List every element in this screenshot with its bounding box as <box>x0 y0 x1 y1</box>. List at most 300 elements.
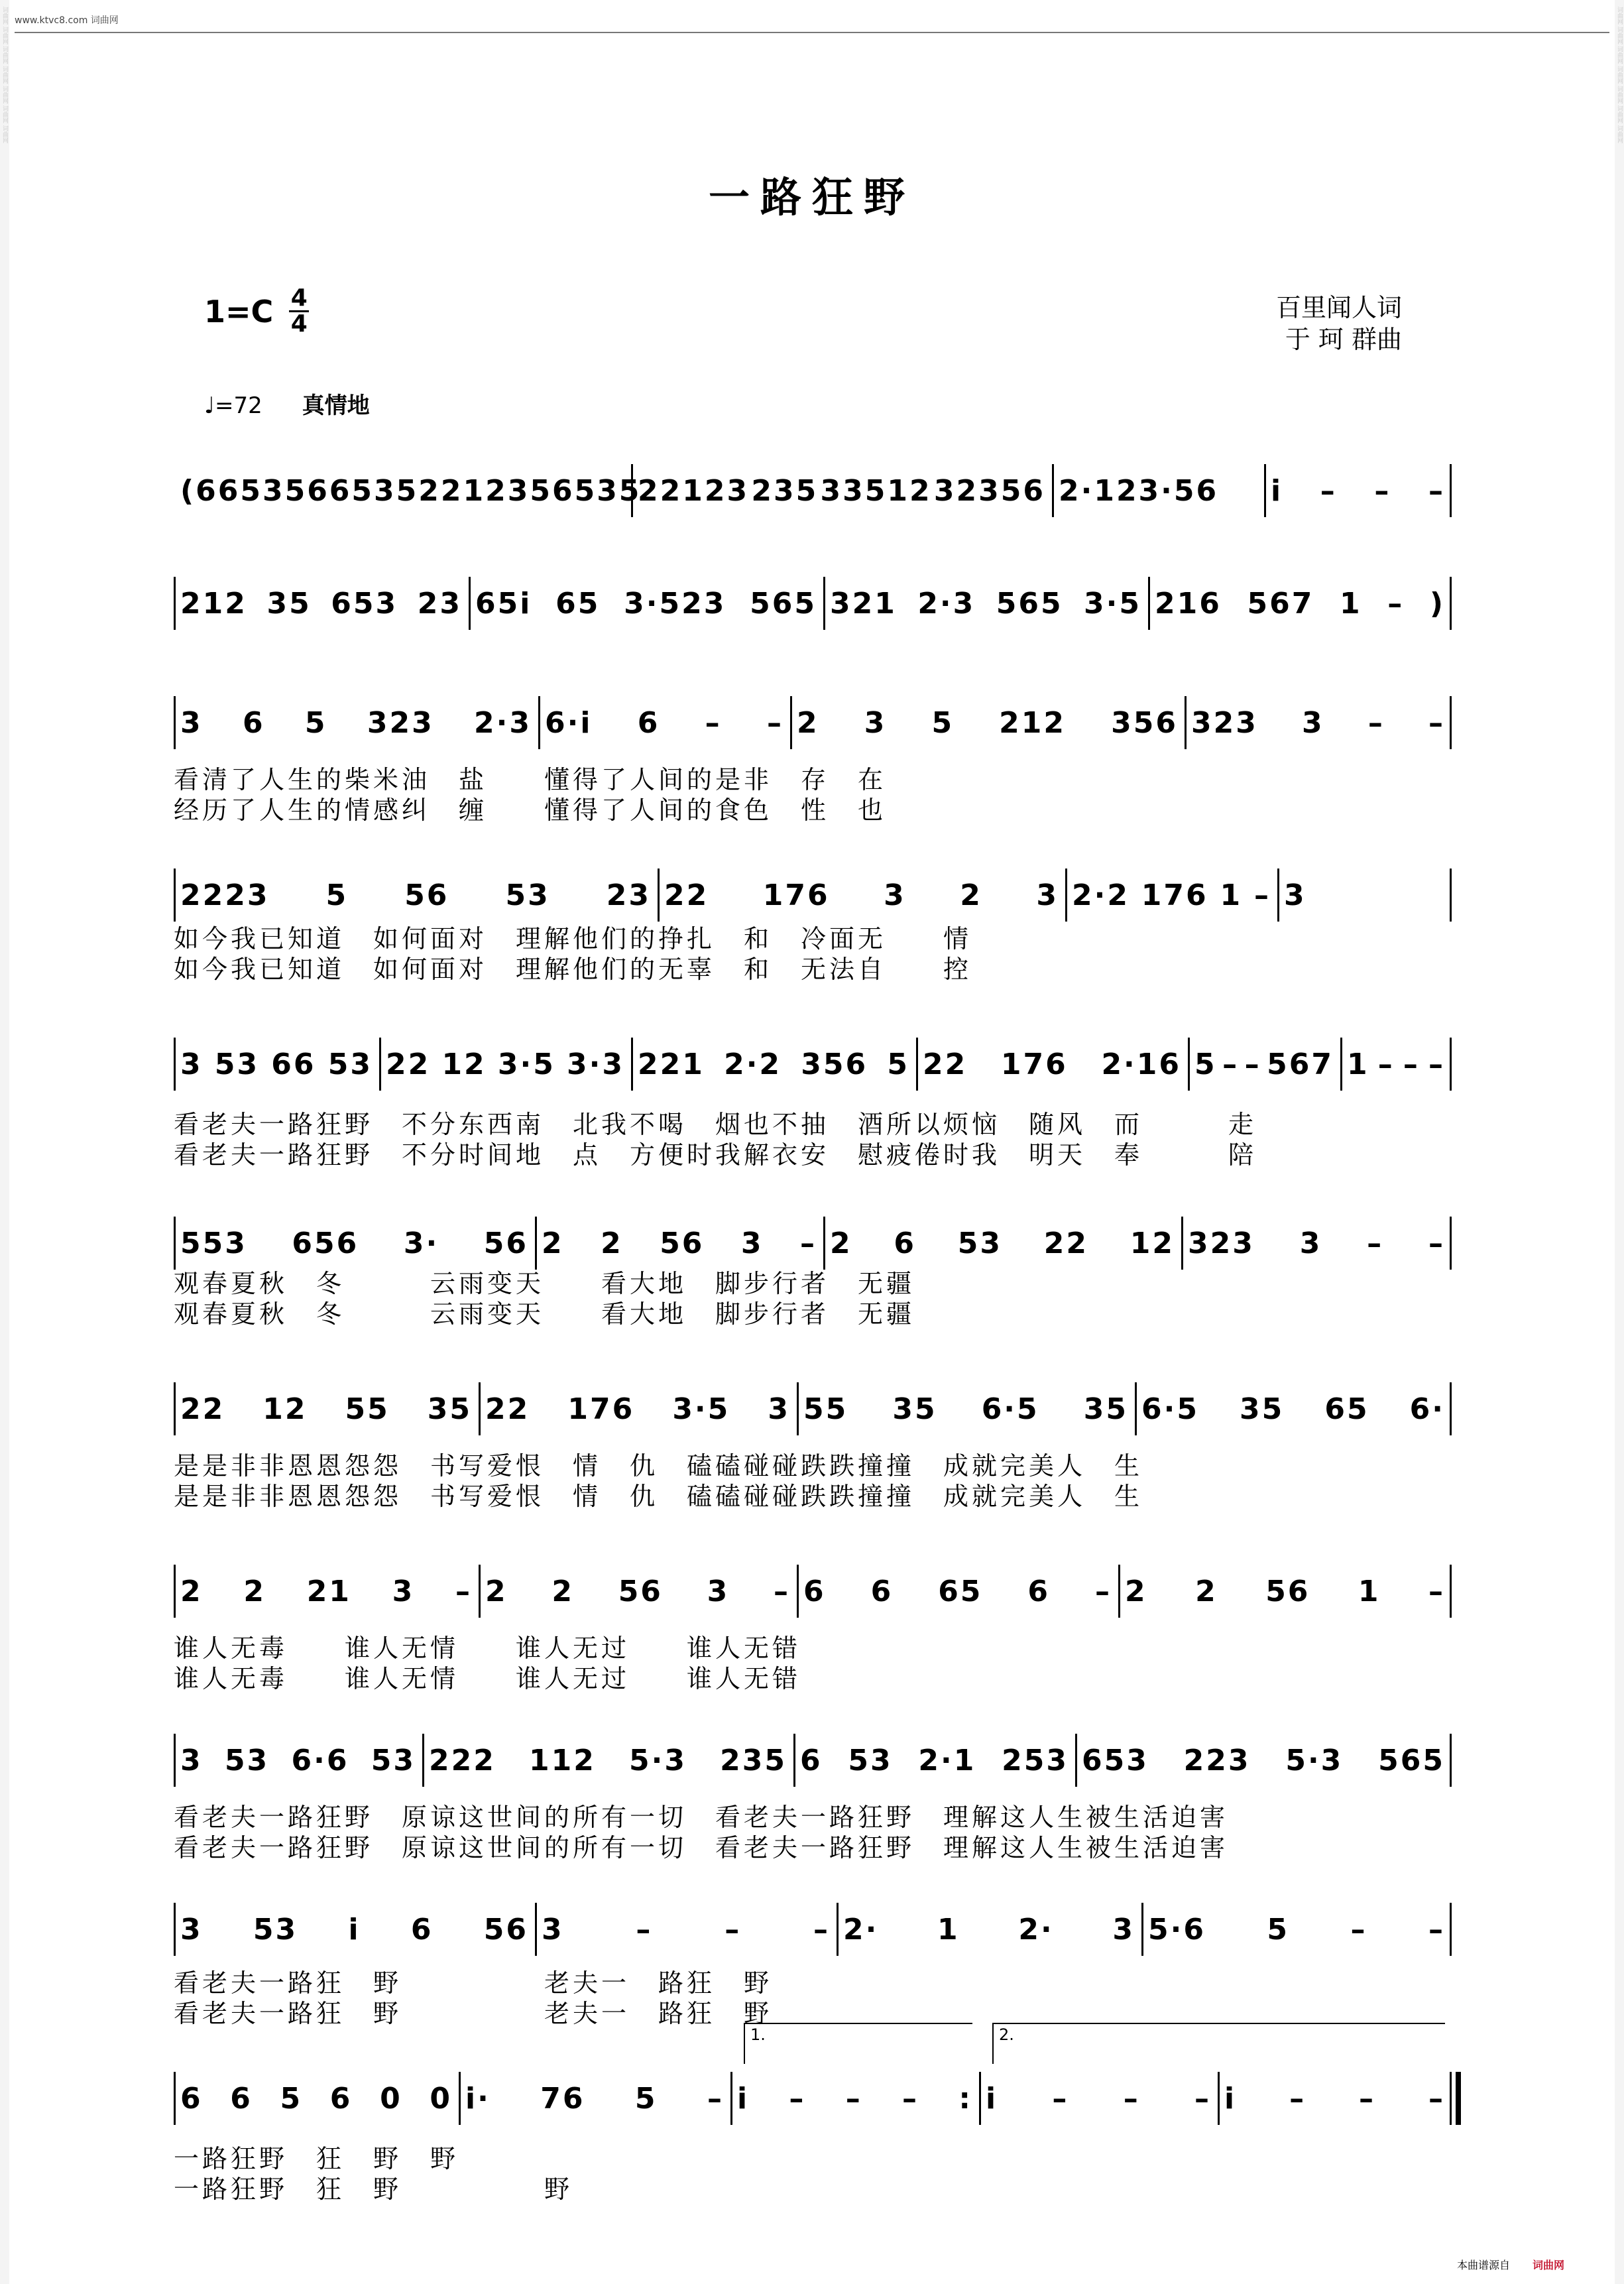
lyric-line: 看老夫一路狂野 不分东西南 北我不喝 烟也不抽 酒所以烦恼 随风 而 走 <box>174 1110 1257 1139</box>
note-group: – <box>1350 1912 1367 1947</box>
note-group: 5·3 <box>629 1743 687 1777</box>
barline <box>174 869 176 922</box>
note-group: 6·i <box>545 705 593 740</box>
lyric-line: 如今我已知道 如何面对 理解他们的无辜 和 无法自 控 <box>174 955 972 984</box>
note-group: 55 <box>345 1392 390 1426</box>
barline <box>535 1217 537 1270</box>
lyric-line: 是是非非恩恩怨怨 书写爱恨 情 仇 磕磕碰碰跌跌撞撞 成就完美人 生 <box>174 1482 1143 1511</box>
note-group: 2 <box>830 1226 852 1260</box>
measure <box>979 2072 1218 2125</box>
note-group: 1 <box>1358 1574 1381 1608</box>
note-group: 176 <box>567 1392 635 1426</box>
barline <box>1450 1565 1452 1618</box>
note-group: 2 <box>797 705 819 740</box>
barline <box>1450 1903 1452 1956</box>
note-group: 553 <box>180 1226 247 1260</box>
note-group: 56 <box>660 1226 705 1260</box>
note-group: 5 <box>304 705 327 740</box>
note-group: 2 <box>601 1226 623 1260</box>
footer-brand[interactable]: 词曲网 <box>1532 2259 1564 2271</box>
note-group: 3 <box>768 1392 790 1426</box>
note-group: – <box>1377 1047 1395 1081</box>
barline <box>1450 2072 1461 2125</box>
measure <box>535 1903 837 1956</box>
note-group: 2 <box>551 1574 574 1608</box>
note-group: 6 <box>803 1574 826 1608</box>
measure <box>174 869 658 922</box>
note-group: 5·3 <box>1285 1743 1344 1777</box>
note-group: 653 <box>1082 1743 1149 1777</box>
note-group: – <box>1320 473 1337 508</box>
lyric-line: 观春夏秋 冬 云雨变天 看大地 脚步行者 无疆 <box>174 1299 915 1329</box>
barline <box>823 577 825 630</box>
note-group: 23 <box>606 878 651 912</box>
notation-row <box>174 1734 1452 1787</box>
note-group: 3·5 <box>497 1047 555 1081</box>
note-group: 565 <box>1378 1743 1445 1777</box>
note-group: 35 <box>1240 1392 1285 1426</box>
barline <box>837 1903 839 1956</box>
note-group: 6 <box>870 1574 894 1608</box>
barline <box>1450 869 1452 922</box>
note-group: 212 <box>999 705 1067 740</box>
measure <box>1185 696 1452 749</box>
note-group: 6 <box>410 1912 434 1947</box>
note-group: 567 <box>1247 586 1314 621</box>
note-group: 565 <box>750 586 817 621</box>
note-group: 23 <box>417 586 462 621</box>
footer <box>1457 2257 1564 2272</box>
note-group: 3 <box>180 705 203 740</box>
note-group: 323 <box>1188 1226 1255 1260</box>
note-group: 56 <box>1265 1574 1310 1608</box>
measure <box>793 1734 1075 1787</box>
note-group: – <box>725 1912 742 1947</box>
barline <box>1264 464 1266 517</box>
note-group: 3 <box>180 1047 203 1081</box>
notation-row <box>174 577 1452 630</box>
note-group: 3 <box>884 878 906 912</box>
measure <box>837 1903 1141 1956</box>
note-group: 235 <box>720 1743 787 1777</box>
measure <box>1218 2072 1452 2125</box>
note-group: 216 <box>1155 586 1222 621</box>
note-group: – <box>1094 1574 1112 1608</box>
note-group: 6·5 <box>1141 1392 1199 1426</box>
measure <box>730 2072 979 2125</box>
note-group: 66535 <box>307 473 419 508</box>
measure <box>174 1217 535 1270</box>
lyric-line: 看老夫一路狂野 不分时间地 点 方便时我解衣安 慰疲倦时我 明天 奉 陪 <box>174 1140 1257 1170</box>
note-group: – <box>707 2081 724 2116</box>
measure <box>1135 1382 1452 1435</box>
measure <box>1340 1038 1452 1091</box>
measure <box>797 1565 1118 1618</box>
note-group: 6 <box>230 2081 253 2116</box>
credits <box>1276 292 1402 355</box>
note-group: 5 <box>280 2081 303 2116</box>
note-group: 3·5 <box>1084 586 1141 621</box>
note-group: 56535 <box>530 473 642 508</box>
barline <box>174 1734 176 1787</box>
note-group: – <box>705 705 722 740</box>
note-group: (66535 <box>180 473 308 508</box>
note-group: 2· <box>1018 1912 1054 1947</box>
note-group: i· <box>465 2081 491 2116</box>
note-group: 323 <box>367 705 434 740</box>
barline <box>1340 1038 1342 1091</box>
lyric-line: 如今我已知道 如何面对 理解他们的挣扎 和 冷面无 情 <box>174 924 972 953</box>
barline <box>1450 1382 1452 1435</box>
note-group: 22 <box>664 878 709 912</box>
lyric-line: 一路狂野 狂 野 野 <box>174 2144 459 2173</box>
measure <box>469 577 823 630</box>
lyric-line: 是是非非恩恩怨怨 书写爱恨 情 仇 磕磕碰碰跌跌撞撞 成就完美人 生 <box>174 1451 1143 1480</box>
note-group: 3 <box>1284 878 1306 912</box>
note-group: 3 <box>1299 1226 1322 1260</box>
tempo-mark: ♩=72 <box>204 392 262 419</box>
measure <box>797 1382 1135 1435</box>
time-top: 4 <box>290 284 308 312</box>
note-group: 567 <box>1267 1047 1334 1081</box>
note-group: – <box>1387 586 1405 621</box>
measure <box>174 696 538 749</box>
barline <box>469 577 471 630</box>
note-group: i <box>1271 473 1283 508</box>
barline <box>1450 464 1452 517</box>
measure <box>1118 1565 1452 1618</box>
note-group: – <box>799 1226 817 1260</box>
measure <box>174 464 642 517</box>
note-group: 53 <box>957 1226 1002 1260</box>
measure <box>174 1038 379 1091</box>
note-group: 3 <box>1302 705 1324 740</box>
note-group: 6 <box>637 705 660 740</box>
note-group: 3 <box>180 1912 203 1947</box>
note-group: 6 <box>242 705 265 740</box>
barline <box>1185 696 1187 749</box>
note-group: 65 <box>555 586 601 621</box>
song-title: 一路狂野 <box>708 173 915 221</box>
volta-bracket: 2. <box>992 2023 1445 2064</box>
barline <box>1450 696 1452 749</box>
measure <box>1065 869 1277 922</box>
lyric-line: 看老夫一路狂 野 老夫一 路狂 野 <box>174 1968 773 1998</box>
note-group: 53 <box>371 1743 416 1777</box>
measure <box>479 1565 797 1618</box>
barline <box>1188 1038 1190 1091</box>
barline <box>1218 2072 1220 2125</box>
note-group: 5 <box>325 878 349 912</box>
note-group: – <box>1428 473 1445 508</box>
barline <box>797 1382 799 1435</box>
note-group: 5 <box>931 705 955 740</box>
note-group: 2 <box>485 1574 508 1608</box>
left-watermark-strip: 词曲网 词曲网 词曲网 词曲网 词曲网 词曲网 词曲网 <box>0 0 9 2284</box>
note-group: 176 <box>1000 1047 1068 1081</box>
note-group: 253 <box>1002 1743 1069 1777</box>
note-group: 35 <box>892 1392 937 1426</box>
note-group: 2·16 <box>1101 1047 1181 1081</box>
footer-source: 本曲谱源自 <box>1456 2259 1510 2271</box>
barline <box>1450 1217 1452 1270</box>
note-group: 53 <box>224 1743 270 1777</box>
key-signature <box>204 286 309 336</box>
lyric-line: 观春夏秋 冬 云雨变天 看大地 脚步行者 无疆 <box>174 1269 915 1298</box>
note-group: 22 <box>1043 1226 1088 1260</box>
barline <box>1277 869 1279 922</box>
note-group: 5 <box>1194 1047 1217 1081</box>
barline <box>658 869 660 922</box>
barline <box>1075 1734 1077 1787</box>
note-group: 65i <box>475 586 532 621</box>
measure <box>459 2072 730 2125</box>
time-signature <box>289 286 309 336</box>
note-group: 66 <box>271 1047 316 1081</box>
key-label: 1=C <box>204 293 274 330</box>
barline <box>631 1038 633 1091</box>
note-group: – <box>902 2081 919 2116</box>
measure <box>823 577 1148 630</box>
note-group: 35 <box>427 1392 472 1426</box>
note-group: 2· <box>843 1912 879 1947</box>
notation-row <box>174 1217 1452 1270</box>
measure <box>916 1038 1188 1091</box>
measure <box>1052 464 1264 517</box>
note-group: 56 <box>618 1574 663 1608</box>
barline <box>1065 869 1067 922</box>
lyric-line: 看老夫一路狂 野 老夫一 路狂 野 <box>174 1999 773 2028</box>
notation-row <box>174 869 1452 922</box>
barline <box>174 577 176 630</box>
notation-row <box>174 2025 1452 2125</box>
measure <box>174 577 469 630</box>
barline <box>174 2072 176 2125</box>
note-group: 33512 <box>820 473 932 508</box>
note-group: 2223 <box>180 878 270 912</box>
note-group: 65 <box>938 1574 983 1608</box>
note-group: – <box>1289 2081 1306 2116</box>
barline <box>1450 1734 1452 1787</box>
barline <box>979 2072 981 2125</box>
barline <box>1135 1382 1137 1435</box>
note-group: 3·3 <box>567 1047 624 1081</box>
note-group: ) <box>1429 586 1445 621</box>
lyric-line: 看清了人生的柴米油 盐 懂得了人间的是非 存 在 <box>174 765 887 794</box>
note-group: – <box>1194 2081 1211 2116</box>
notation-row <box>174 696 1452 749</box>
volta-bracket: 1. <box>744 2023 972 2064</box>
note-group: 53 <box>214 1047 260 1081</box>
note-group: 76 <box>540 2081 585 2116</box>
measure <box>379 1038 631 1091</box>
barline <box>1052 464 1054 517</box>
note-group: 3 <box>740 1226 764 1260</box>
note-group: – <box>813 1912 830 1947</box>
note-group: i <box>1224 2081 1237 2116</box>
note-group: 55 <box>803 1392 848 1426</box>
barline <box>422 1734 424 1787</box>
note-group: 212 <box>180 586 247 621</box>
note-group: – <box>1123 2081 1140 2116</box>
note-group: : <box>958 2081 972 2116</box>
note-group: 22123 <box>638 473 750 508</box>
note-group: – <box>1359 2081 1376 2116</box>
note-group: 2·2 <box>724 1047 782 1081</box>
composer: 于 珂 群曲 <box>1285 325 1402 354</box>
note-group: 3·523 <box>624 586 726 621</box>
barline <box>1450 1038 1452 1091</box>
barline <box>1181 1217 1183 1270</box>
measure <box>422 1734 793 1787</box>
note-group: – <box>789 2081 806 2116</box>
notation-row <box>174 464 1452 517</box>
barline <box>916 1038 918 1091</box>
header-rule <box>15 32 1609 33</box>
barline <box>174 696 176 749</box>
note-group: – <box>1374 473 1391 508</box>
right-watermark-strip: 词曲网 词曲网 词曲网 词曲网 词曲网 词曲网 词曲网 <box>1615 0 1624 2284</box>
note-group: 53 <box>505 878 550 912</box>
note-group: – <box>845 2081 862 2116</box>
note-group: 22 <box>386 1047 431 1081</box>
note-group: – <box>1428 1226 1445 1260</box>
barline <box>1450 577 1452 630</box>
measure <box>1148 577 1452 630</box>
notation-row <box>174 1382 1452 1435</box>
expression-mark: 真情地 <box>302 392 370 419</box>
note-group: 12 <box>262 1392 308 1426</box>
note-group: 0 <box>380 2081 402 2116</box>
note-group: 1 <box>1339 586 1362 621</box>
note-group: – <box>1367 705 1385 740</box>
note-group: – <box>1222 1047 1240 1081</box>
measure <box>174 1565 479 1618</box>
time-bottom: 4 <box>290 310 308 337</box>
barline <box>535 1903 537 1956</box>
measure <box>1277 869 1452 922</box>
notation-row <box>174 1038 1452 1091</box>
measure <box>1188 1038 1340 1091</box>
note-group: 2 <box>180 1574 203 1608</box>
note-group: 35 <box>266 586 312 621</box>
barline <box>174 1565 176 1618</box>
note-group: – <box>636 1912 653 1947</box>
note-group: – <box>1244 1047 1261 1081</box>
note-group: 5 <box>634 2081 658 2116</box>
note-group: 5 <box>1267 1912 1290 1947</box>
note-group: 6·6 <box>291 1743 349 1777</box>
note-group: 176 <box>762 878 830 912</box>
barline <box>790 696 792 749</box>
note-group: 3 <box>1112 1912 1135 1947</box>
note-group: 0 <box>430 2081 452 2116</box>
note-group: 3 <box>707 1574 730 1608</box>
note-group: 21 <box>306 1574 351 1608</box>
note-group: 6·5 <box>981 1392 1039 1426</box>
note-group: 222 <box>429 1743 496 1777</box>
note-group: 235 <box>751 473 819 508</box>
barline <box>459 2072 461 2125</box>
barline <box>174 1903 176 1956</box>
tempo <box>204 387 370 420</box>
note-group: 3 <box>542 1912 564 1947</box>
note-group: 65 <box>1324 1392 1369 1426</box>
lyric-line: 一路狂野 狂 野 野 <box>174 2175 573 2204</box>
barline <box>174 1038 176 1091</box>
note-group: 53 <box>253 1912 298 1947</box>
lyric-line: 经历了人生的情感纠 缠 懂得了人间的食色 性 也 <box>174 796 887 825</box>
note-group: 2 <box>243 1574 266 1608</box>
note-group: 2·3 <box>474 705 532 740</box>
note-group: – <box>1367 1226 1384 1260</box>
note-group: – <box>773 1574 790 1608</box>
note-group: 356 <box>801 1047 868 1081</box>
note-group: 2 <box>542 1226 564 1260</box>
measure <box>174 1903 535 1956</box>
note-group: 112 <box>529 1743 596 1777</box>
note-group: 53 <box>327 1047 373 1081</box>
note-group: 6· <box>1409 1392 1445 1426</box>
note-group: 6 <box>180 2081 203 2116</box>
barline <box>174 1382 176 1435</box>
note-group: 12 <box>1130 1226 1175 1260</box>
note-group: 5 <box>887 1047 909 1081</box>
site-url[interactable]: www.ktvc8.com 词曲网 <box>15 15 119 26</box>
note-group: – <box>766 705 783 740</box>
note-group: 6 <box>329 2081 353 2116</box>
measure <box>1141 1903 1452 1956</box>
note-group: 3 <box>180 1743 203 1777</box>
measure <box>631 464 1052 517</box>
note-group: 321 <box>830 586 897 621</box>
note-group: 3 <box>1036 878 1059 912</box>
note-group: – <box>1428 2081 1445 2116</box>
note-group: 35 <box>1083 1392 1128 1426</box>
note-group: 32356 <box>933 473 1045 508</box>
note-group: 2 <box>960 878 982 912</box>
note-group: 56 <box>483 1226 528 1260</box>
note-group: 565 <box>996 586 1063 621</box>
measure <box>823 1217 1181 1270</box>
barline <box>174 1217 176 1270</box>
note-group: 3 <box>392 1574 415 1608</box>
barline <box>1148 577 1150 630</box>
lyric-line: 看老夫一路狂野 原谅这世间的所有一切 看老夫一路狂野 理解这人生被生活迫害 <box>174 1803 1229 1832</box>
measure <box>538 696 790 749</box>
note-group: 56 <box>483 1912 528 1947</box>
note-group: 223 <box>1183 1743 1251 1777</box>
note-group: 3 <box>864 705 887 740</box>
note-group: 22 <box>923 1047 968 1081</box>
note-group: 6 <box>800 1743 823 1777</box>
lyric-line: 谁人无毒 谁人无情 谁人无过 谁人无错 <box>174 1634 801 1663</box>
measure <box>790 696 1185 749</box>
note-group: 3· <box>403 1226 439 1260</box>
barline <box>730 2072 732 2125</box>
note-group: 1 <box>937 1912 960 1947</box>
barline <box>538 696 540 749</box>
note-group: – <box>1052 2081 1069 2116</box>
note-group: 653 <box>331 586 398 621</box>
note-group: i <box>737 2081 750 2116</box>
note-group: 356 <box>1111 705 1178 740</box>
note-group: 323 <box>1191 705 1258 740</box>
note-group: – <box>1428 1912 1445 1947</box>
measure <box>479 1382 797 1435</box>
measure <box>631 1038 916 1091</box>
note-group: 5·6 <box>1148 1912 1206 1947</box>
